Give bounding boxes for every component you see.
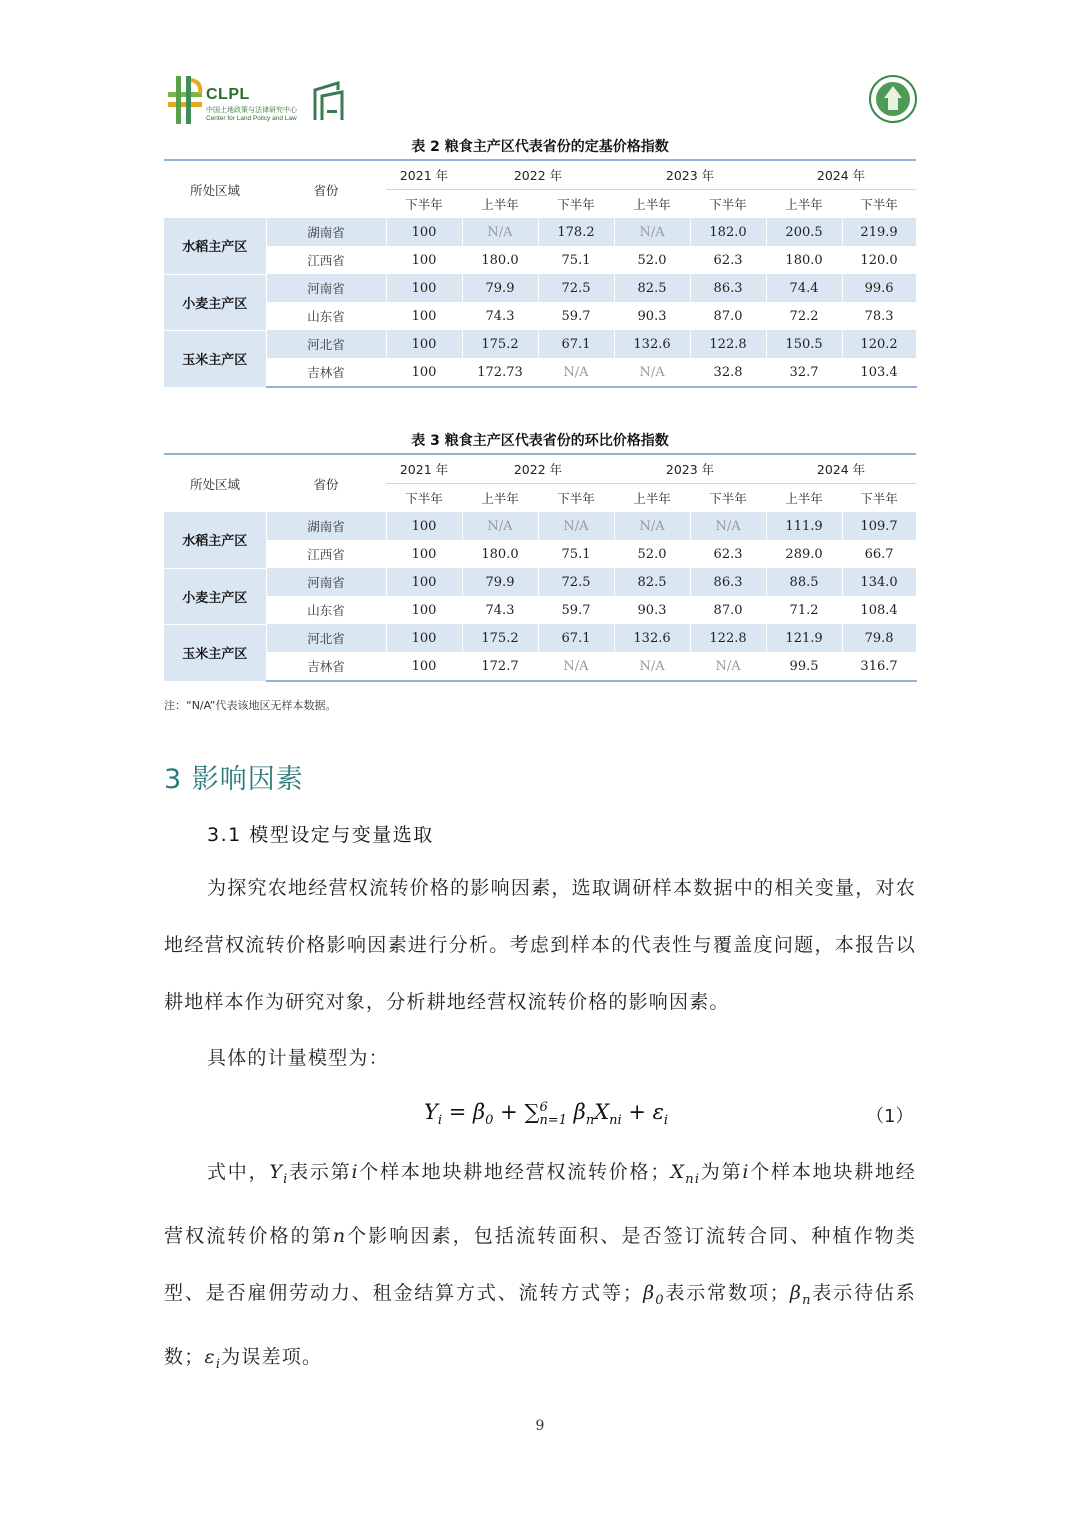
value-cell: 75.1 bbox=[538, 246, 614, 274]
value-cell: 180.0 bbox=[462, 246, 538, 274]
province-cell: 河南省 bbox=[266, 274, 386, 302]
col-header-year: 2024 年 bbox=[766, 454, 916, 484]
value-cell: 79.9 bbox=[462, 568, 538, 596]
table-2-fixed-base-index bbox=[164, 159, 917, 388]
value-cell: N/A bbox=[538, 652, 614, 681]
col-header-year: 2022 年 bbox=[462, 160, 614, 190]
equation-number: （1） bbox=[866, 1106, 914, 1127]
value-cell: N/A bbox=[538, 358, 614, 387]
province-cell: 河北省 bbox=[266, 624, 386, 652]
value-cell: 79.8 bbox=[842, 624, 916, 652]
value-cell: 90.3 bbox=[614, 596, 690, 624]
value-cell: N/A bbox=[462, 512, 538, 540]
value-cell: 108.4 bbox=[842, 596, 916, 624]
table-row bbox=[164, 624, 916, 652]
value-cell: 52.0 bbox=[614, 246, 690, 274]
col-header-year: 2023 年 bbox=[614, 160, 766, 190]
value-cell: 121.9 bbox=[766, 624, 842, 652]
paragraph-intro: 为探究农地经营权流转价格的影响因素，选取调研样本数据中的相关变量，对农地经营权流转价格影响因素进行分析。考虑到样本的代表性与覆盖度问题，本报告以耕地样本作为研究对象，分析耕地经营权流转价格的影响因素。 bbox=[164, 877, 916, 1013]
value-cell: 100 bbox=[386, 358, 462, 387]
value-cell: 88.5 bbox=[766, 568, 842, 596]
table-row bbox=[164, 274, 916, 302]
value-cell: 178.2 bbox=[538, 218, 614, 246]
province-cell: 山东省 bbox=[266, 596, 386, 624]
value-cell: 52.0 bbox=[614, 540, 690, 568]
value-cell: 32.8 bbox=[690, 358, 766, 387]
value-cell: 72.2 bbox=[766, 302, 842, 330]
page-number: 9 bbox=[535, 1418, 545, 1434]
col-header-half: 上半年 bbox=[462, 484, 538, 513]
col-header-half: 上半年 bbox=[614, 484, 690, 513]
value-cell: 74.4 bbox=[766, 274, 842, 302]
value-cell: 316.7 bbox=[842, 652, 916, 681]
value-cell: 100 bbox=[386, 624, 462, 652]
value-cell: 74.3 bbox=[462, 302, 538, 330]
value-cell: 82.5 bbox=[614, 568, 690, 596]
table-note: 注：“N/A”代表该地区无样本数据。 bbox=[164, 699, 337, 712]
value-cell: 180.0 bbox=[766, 246, 842, 274]
value-cell: 99.5 bbox=[766, 652, 842, 681]
value-cell: 180.0 bbox=[462, 540, 538, 568]
value-cell: 67.1 bbox=[538, 624, 614, 652]
value-cell: 90.3 bbox=[614, 302, 690, 330]
logo-chinese-name: 中国土地政策与法律研究中心 bbox=[206, 106, 297, 114]
value-cell: 62.3 bbox=[690, 246, 766, 274]
col-header-half: 下半年 bbox=[690, 190, 766, 219]
province-cell: 吉林省 bbox=[266, 652, 386, 681]
province-cell: 江西省 bbox=[266, 246, 386, 274]
col-header-province: 省份 bbox=[266, 454, 386, 512]
table-2-caption: 表 2 粮食主产区代表省份的定基价格指数 bbox=[411, 139, 669, 155]
building-logo-icon bbox=[312, 80, 346, 126]
province-cell: 河北省 bbox=[266, 330, 386, 358]
value-cell: 62.3 bbox=[690, 540, 766, 568]
value-cell: 100 bbox=[386, 652, 462, 681]
value-cell: 32.7 bbox=[766, 358, 842, 387]
paragraph-variable-definitions: 式中，$Y_i$表示第i个样本地块耕地经营权流转价格；$X_{ni}$为第i个样本地块耕地经营权流转价格的第n个影响因素，包括流转面积、是否签订流转合同、种植作物类型、是否雇佣劳动力、租金结算方式、流转方式等；$\beta_0$表示常数项；$\beta_n$表示待估系数；$\varepsilon_i$为误差项。 bbox=[164, 1161, 916, 1372]
value-cell: 78.3 bbox=[842, 302, 916, 330]
value-cell: 71.2 bbox=[766, 596, 842, 624]
value-cell: 109.7 bbox=[842, 512, 916, 540]
col-header-year: 2024 年 bbox=[766, 160, 916, 190]
value-cell: 132.6 bbox=[614, 330, 690, 358]
col-header-province: 省份 bbox=[266, 160, 386, 218]
col-header-half: 上半年 bbox=[766, 484, 842, 513]
value-cell: 100 bbox=[386, 568, 462, 596]
value-cell: 122.8 bbox=[690, 330, 766, 358]
paragraph-model-lead: 具体的计量模型为： bbox=[207, 1047, 389, 1069]
value-cell: 75.1 bbox=[538, 540, 614, 568]
table-row bbox=[164, 218, 916, 246]
col-header-half: 下半年 bbox=[842, 190, 916, 219]
value-cell: 66.7 bbox=[842, 540, 916, 568]
col-header-year: 2022 年 bbox=[462, 454, 614, 484]
value-cell: 100 bbox=[386, 218, 462, 246]
value-cell: 79.9 bbox=[462, 274, 538, 302]
logo-english-name: Center for Land Policy and Law bbox=[206, 115, 297, 122]
value-cell: 86.3 bbox=[690, 568, 766, 596]
col-header-region: 所处区域 bbox=[164, 160, 266, 218]
value-cell: 111.9 bbox=[766, 512, 842, 540]
table-row bbox=[164, 512, 916, 540]
value-cell: 74.3 bbox=[462, 596, 538, 624]
table-3-chain-index bbox=[164, 453, 917, 682]
value-cell: 87.0 bbox=[690, 596, 766, 624]
region-cell: 水稻主产区 bbox=[164, 218, 266, 274]
value-cell: 100 bbox=[386, 246, 462, 274]
value-cell: 82.5 bbox=[614, 274, 690, 302]
value-cell: N/A bbox=[690, 512, 766, 540]
value-cell: 86.3 bbox=[690, 274, 766, 302]
table-row bbox=[164, 596, 916, 624]
value-cell: 100 bbox=[386, 274, 462, 302]
value-cell: N/A bbox=[614, 218, 690, 246]
value-cell: 87.0 bbox=[690, 302, 766, 330]
table-row bbox=[164, 246, 916, 274]
col-header-half: 下半年 bbox=[690, 484, 766, 513]
clpl-emblem-icon bbox=[166, 72, 206, 128]
col-header-half: 下半年 bbox=[538, 190, 614, 219]
region-cell: 小麦主产区 bbox=[164, 274, 266, 330]
region-cell: 玉米主产区 bbox=[164, 330, 266, 387]
province-cell: 江西省 bbox=[266, 540, 386, 568]
value-cell: N/A bbox=[614, 358, 690, 387]
value-cell: N/A bbox=[462, 218, 538, 246]
region-cell: 小麦主产区 bbox=[164, 568, 266, 624]
value-cell: 150.5 bbox=[766, 330, 842, 358]
value-cell: 182.0 bbox=[690, 218, 766, 246]
value-cell: 219.9 bbox=[842, 218, 916, 246]
value-cell: 99.6 bbox=[842, 274, 916, 302]
subsection-title: 3.1 模型设定与变量选取 bbox=[207, 824, 434, 846]
table-row bbox=[164, 568, 916, 596]
value-cell: 59.7 bbox=[538, 596, 614, 624]
value-cell: 72.5 bbox=[538, 274, 614, 302]
section-title: 3 影响因素 bbox=[164, 764, 304, 795]
value-cell: 100 bbox=[386, 512, 462, 540]
value-cell: 59.7 bbox=[538, 302, 614, 330]
value-cell: 67.1 bbox=[538, 330, 614, 358]
value-cell: 100 bbox=[386, 330, 462, 358]
value-cell: 172.73 bbox=[462, 358, 538, 387]
col-header-half: 上半年 bbox=[614, 190, 690, 219]
page-header bbox=[166, 72, 918, 130]
value-cell: 289.0 bbox=[766, 540, 842, 568]
value-cell: 120.2 bbox=[842, 330, 916, 358]
value-cell: 134.0 bbox=[842, 568, 916, 596]
col-header-half: 下半年 bbox=[842, 484, 916, 513]
value-cell: 172.7 bbox=[462, 652, 538, 681]
value-cell: N/A bbox=[690, 652, 766, 681]
table-row bbox=[164, 302, 916, 330]
table-row bbox=[164, 540, 916, 568]
province-cell: 湖南省 bbox=[266, 512, 386, 540]
col-header-half: 上半年 bbox=[462, 190, 538, 219]
value-cell: 72.5 bbox=[538, 568, 614, 596]
table-row bbox=[164, 330, 916, 358]
value-cell: 120.0 bbox=[842, 246, 916, 274]
province-cell: 吉林省 bbox=[266, 358, 386, 387]
col-header-year: 2023 年 bbox=[614, 454, 766, 484]
table-row bbox=[164, 358, 916, 387]
value-cell: 122.8 bbox=[690, 624, 766, 652]
value-cell: N/A bbox=[538, 512, 614, 540]
region-cell: 玉米主产区 bbox=[164, 624, 266, 681]
col-header-half: 上半年 bbox=[766, 190, 842, 219]
province-cell: 山东省 bbox=[266, 302, 386, 330]
col-header-half: 下半年 bbox=[386, 484, 462, 513]
value-cell: N/A bbox=[614, 512, 690, 540]
regression-equation: $Y_i = \beta_0$ + ∑ 6 n=1 $\beta_nX_{ni} + \varepsilon_i$ bbox=[424, 1099, 669, 1129]
value-cell: 103.4 bbox=[842, 358, 916, 387]
value-cell: 132.6 bbox=[614, 624, 690, 652]
province-cell: 湖南省 bbox=[266, 218, 386, 246]
value-cell: 100 bbox=[386, 302, 462, 330]
table-row bbox=[164, 652, 916, 681]
table-3-caption: 表 3 粮食主产区代表省份的环比价格指数 bbox=[411, 433, 669, 449]
logo-brand: CLPL bbox=[206, 86, 250, 103]
col-header-half: 下半年 bbox=[386, 190, 462, 219]
value-cell: 200.5 bbox=[766, 218, 842, 246]
value-cell: N/A bbox=[614, 652, 690, 681]
value-cell: 100 bbox=[386, 596, 462, 624]
value-cell: 175.2 bbox=[462, 330, 538, 358]
university-seal-icon bbox=[868, 74, 918, 128]
province-cell: 河南省 bbox=[266, 568, 386, 596]
col-header-year: 2021 年 bbox=[386, 454, 462, 484]
col-header-half: 下半年 bbox=[538, 484, 614, 513]
value-cell: 175.2 bbox=[462, 624, 538, 652]
col-header-year: 2021 年 bbox=[386, 160, 462, 190]
col-header-region: 所处区域 bbox=[164, 454, 266, 512]
value-cell: 100 bbox=[386, 540, 462, 568]
region-cell: 水稻主产区 bbox=[164, 512, 266, 568]
